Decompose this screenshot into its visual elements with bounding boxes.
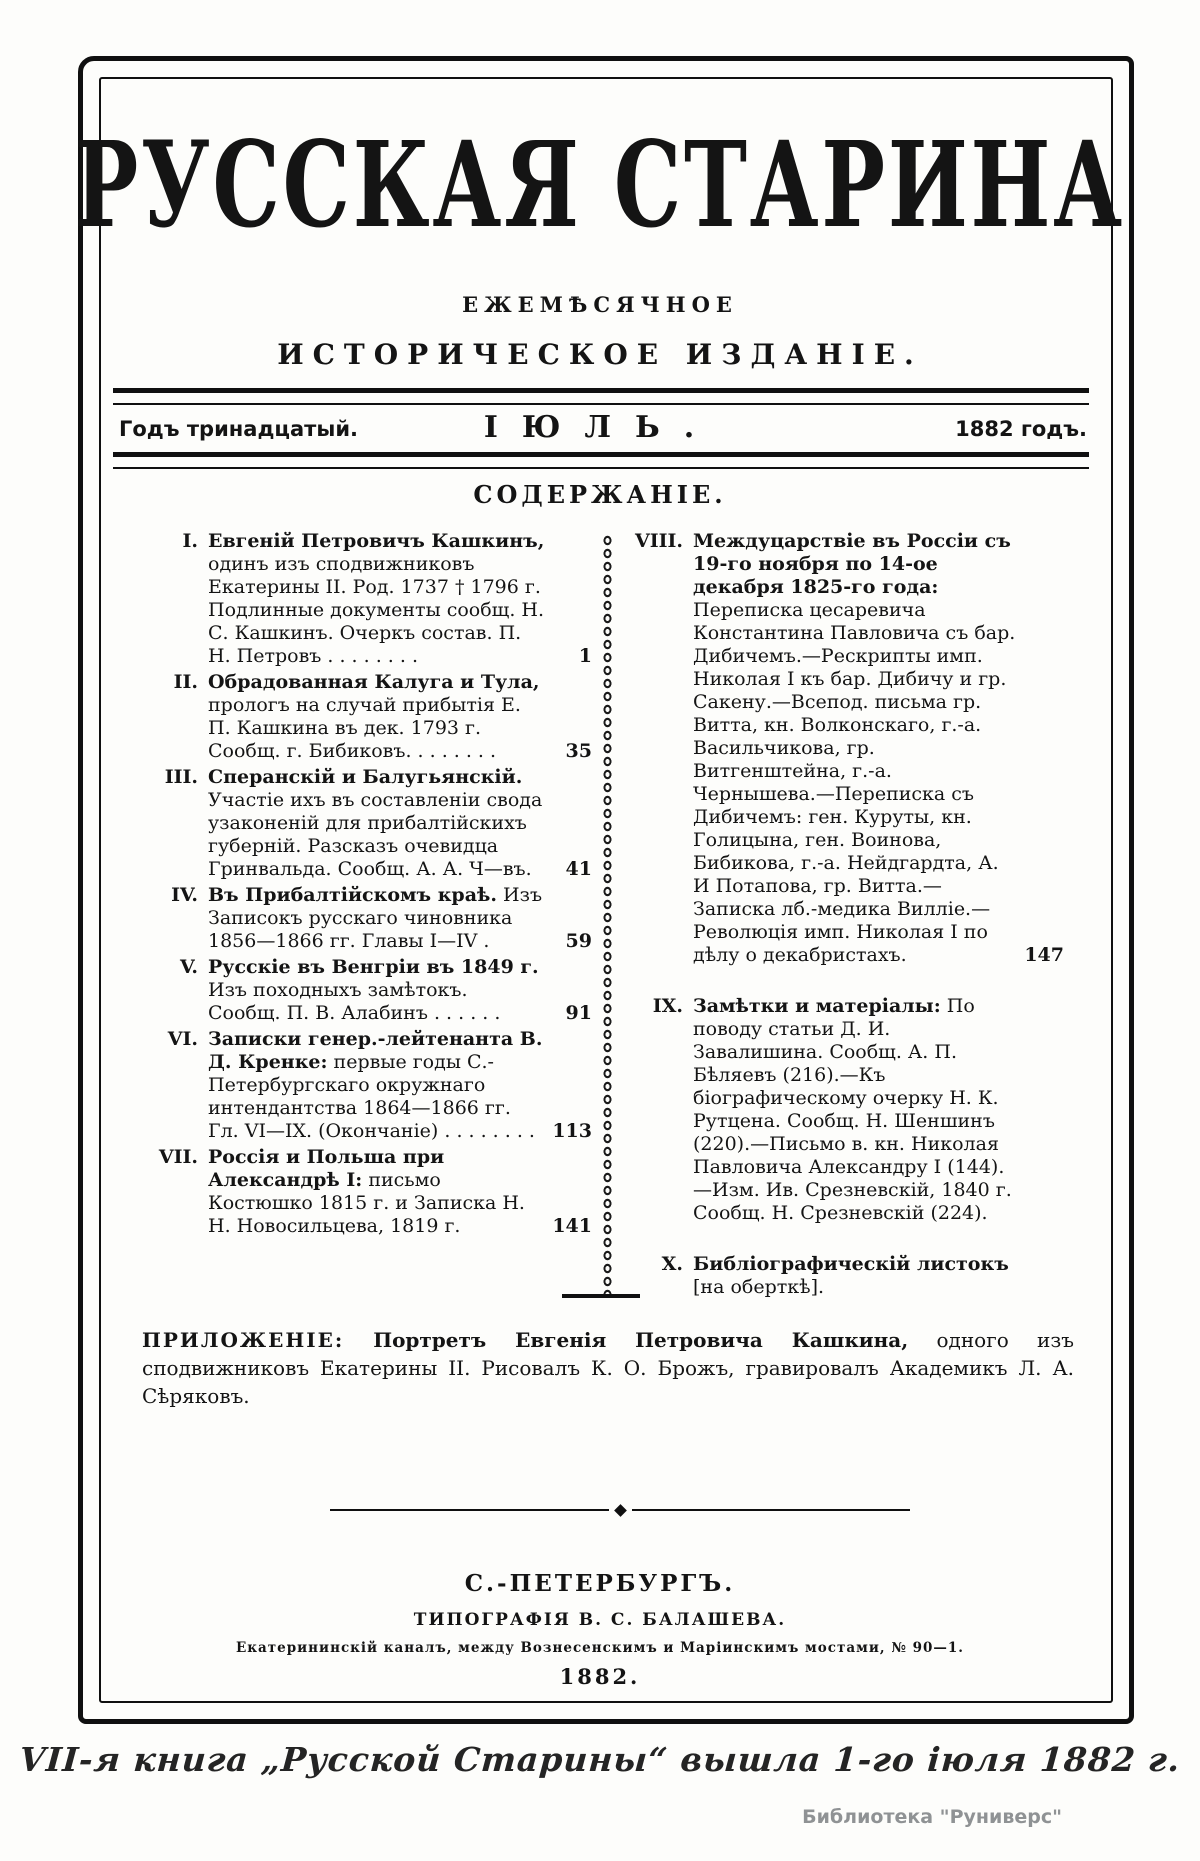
toc-entry-desc: Изъ Записокъ русскаго чиновника 1856—1866 гг. Главы I—IV .	[208, 884, 543, 952]
toc-entry-number: III.	[164, 766, 198, 788]
appendix-bold-text: Портретъ Евгенія Петровича Кашкина,	[344, 1328, 909, 1352]
toc-entry-title: Россія и Польша при Александрѣ I:	[208, 1146, 445, 1191]
contents-heading: СОДЕРЖАНІЕ.	[473, 480, 727, 509]
toc-entry-text	[208, 671, 546, 763]
toc-entry-text	[208, 956, 546, 1025]
toc-entry-8	[625, 530, 1064, 967]
journal-subtitle-historical: ИСТОРИЧЕСКОЕ ИЗДАНІЕ.	[277, 338, 923, 371]
toc-entry-number: VII.	[158, 1146, 198, 1168]
toc-entry-text	[208, 530, 546, 668]
toc-entry-page: 91	[565, 1002, 592, 1024]
dateline-year: 1882 годъ.	[955, 417, 1087, 441]
toc-entry-desc: первые годы С.-Петербургскаго окружнаго интендантства 1864—1866 гг. Гл. VI—IX. (Окончаніе) . . . . . . . .	[208, 1051, 535, 1142]
toc-entry-10	[625, 1253, 1064, 1299]
toc-entry-desc: Переписка цесаревича Константина Павловича съ бар. Дибичемъ.—Рескрипты имп. Николая I къ бар. Дибичу и гр. Сакену.—Всепод. письма гр. Витта, кн. Волконскаго, г.-а. Васильчикова, гр. Витгенштейна, г.-а. Чернышева.—Переписка съ Дибичемъ: ген. Куруты, кн. Голицына, ген. Воинова, Бибикова, г.-а. Нейдгардта, А. И Потапова, гр. Витта.—Записка лб.-медика Вилліе.—Революція имп. Николая I по дѣлу о декабристахъ.	[693, 599, 1016, 966]
toc-entry-number: V.	[179, 956, 198, 978]
imprint-year: 1882.	[559, 1664, 641, 1689]
toc-entry-6	[140, 1028, 592, 1143]
toc-entry-4	[140, 884, 592, 953]
imprint-city: С.-ПЕТЕРБУРГЪ.	[464, 1570, 736, 1597]
toc-entry-title: Замѣтки и матеріалы:	[693, 995, 941, 1017]
toc-entry-page: 35	[565, 740, 592, 762]
handwritten-note: VII-я книга „Русской Старины“ вышла 1-го іюля 1882 г.	[18, 1740, 1182, 1779]
journal-subtitle-monthly: ЕЖЕМѢСЯЧНОЕ	[462, 292, 738, 317]
toc-entry-9	[625, 995, 1064, 1225]
journal-title-text: РУССКАЯ СТАРИНА	[74, 116, 1126, 255]
toc-entry-text	[208, 884, 546, 953]
imprint-address: Екатерининскій каналъ, между Вознесенскимъ и Маріинскимъ мостами, № 90—1.	[235, 1640, 964, 1656]
imprint-printer: ТИПОГРАФІЯ В. С. БАЛАШЕВА.	[413, 1610, 787, 1630]
toc-entry-3	[140, 766, 592, 881]
toc-entry-text	[208, 1028, 546, 1143]
toc-entry-2	[140, 671, 592, 763]
toc-entry-number: I.	[182, 530, 198, 552]
appendix-note	[142, 1326, 1074, 1410]
toc-entry-title: Въ Прибалтійскомъ краѣ.	[208, 884, 497, 906]
toc-entry-number: IV.	[171, 884, 198, 906]
toc-entry-text	[208, 1146, 546, 1238]
toc-entry-text	[693, 995, 1018, 1225]
toc-entry-desc: Изъ походныхъ замѣтокъ. Сообщ. П. В. Алабинъ . . . . . .	[208, 979, 501, 1024]
double-rule-top	[113, 388, 1089, 405]
toc-entry-7	[140, 1146, 592, 1238]
short-rule	[562, 1294, 640, 1298]
toc-entry-title: Евгеній Петровичъ Кашкинъ,	[208, 530, 545, 552]
chain-ornament-divider	[600, 534, 615, 1298]
double-rule-bottom	[113, 452, 1089, 469]
journal-title	[0, 116, 1200, 255]
toc-entry-desc: одинъ изъ сподвижниковъ Екатерины II. Род. 1737 † 1796 г. Подлинные документы сообщ. Н. С. Кашкинъ. Очеркъ состав. П. Н. Петровъ . . . . . . . .	[208, 553, 545, 667]
toc-entry-number: X.	[661, 1253, 683, 1275]
toc-entry-title: Междуцарствіе въ Россіи съ 19-го ноября по 14-ое декабря 1825-го года:	[693, 530, 1011, 598]
toc-entry-desc: письмо Костюшко 1815 г. и Записка Н. Н. Новосильцева, 1819 г.	[208, 1169, 525, 1237]
toc-entry-page: 141	[552, 1215, 592, 1237]
toc-entry-page: 113	[552, 1120, 592, 1142]
toc-entry-page: 1	[578, 645, 592, 667]
dateline-year-ordinal: Годъ тринадцатый.	[119, 417, 359, 441]
toc-entry-number: II.	[173, 671, 198, 693]
toc-entry-title: Записки генер.-лейтенанта В. Д. Кренке:	[208, 1028, 543, 1073]
table-of-contents	[140, 530, 1064, 1302]
toc-left-column	[140, 530, 592, 1302]
toc-entry-number: VI.	[167, 1028, 198, 1050]
toc-entry-desc: Участіе ихъ въ составленіи свода узаконеній для прибалтійскихъ губерній. Разсказъ очевидца Гринвальда. Сообщ. А. А. Ч—въ.	[208, 789, 543, 880]
appendix-text: одного изъ сподвижниковъ Екатерины II. Рисовалъ К. О. Брожъ, гравировалъ Академикъ Л. А. Сѣряковъ.	[142, 1328, 1074, 1408]
toc-entry-page: 59	[565, 930, 592, 952]
toc-entry-desc: По поводу статьи Д. И. Завалишина. Сообщ. А. П. Бѣляевъ (216).—Къ біографическому очерку Н. К. Рутцена. Сообщ. Н. Шеншинъ (220).—Письмо в. кн. Николая Павловича Александру I (144).—Изм. Ив. Срезневскій, 1840 г. Сообщ. Н. Срезневскій (224).	[693, 995, 1012, 1224]
ornamental-divider	[330, 1504, 910, 1516]
toc-entry-number: VIII.	[634, 530, 683, 552]
toc-entry-text	[208, 766, 546, 881]
ornament-line-right	[632, 1509, 911, 1511]
toc-entry-page	[1018, 1253, 1064, 1299]
toc-entry-desc: прологъ на случай прибытія Е. П. Кашкина въ дек. 1793 г. Сообщ. г. Бибиковъ. . . . . . . .	[208, 694, 521, 762]
library-watermark: Библиотека "Руниверс"	[802, 1806, 1062, 1828]
toc-entry-title: Русскіе въ Венгріи въ 1849 г.	[208, 956, 539, 978]
toc-entry-1	[140, 530, 592, 668]
diamond-icon	[614, 1504, 627, 1517]
toc-entry-page: 147	[1024, 944, 1064, 966]
toc-entry-title: Библіографическій листокъ	[693, 1253, 1009, 1275]
dateline-month: ІЮЛЬ.	[483, 410, 719, 445]
toc-entry-text	[693, 1253, 1018, 1299]
toc-entry-number: IX.	[652, 995, 683, 1017]
dateline	[113, 408, 1089, 448]
toc-entry-page	[1018, 995, 1064, 1225]
toc-right-column	[625, 530, 1064, 1302]
toc-entry-title: Обрадованная Калуга и Тула,	[208, 671, 540, 693]
toc-entry-page: 41	[565, 858, 592, 880]
toc-entry-title: Сперанскій и Балугьянскій.	[208, 766, 523, 788]
toc-entry-5	[140, 956, 592, 1025]
ornament-line-left	[330, 1509, 609, 1511]
toc-entry-text	[693, 530, 1018, 967]
appendix-label: ПРИЛОЖЕНІЕ:	[142, 1328, 345, 1352]
toc-entry-desc: [на оберткѣ].	[693, 1276, 825, 1298]
